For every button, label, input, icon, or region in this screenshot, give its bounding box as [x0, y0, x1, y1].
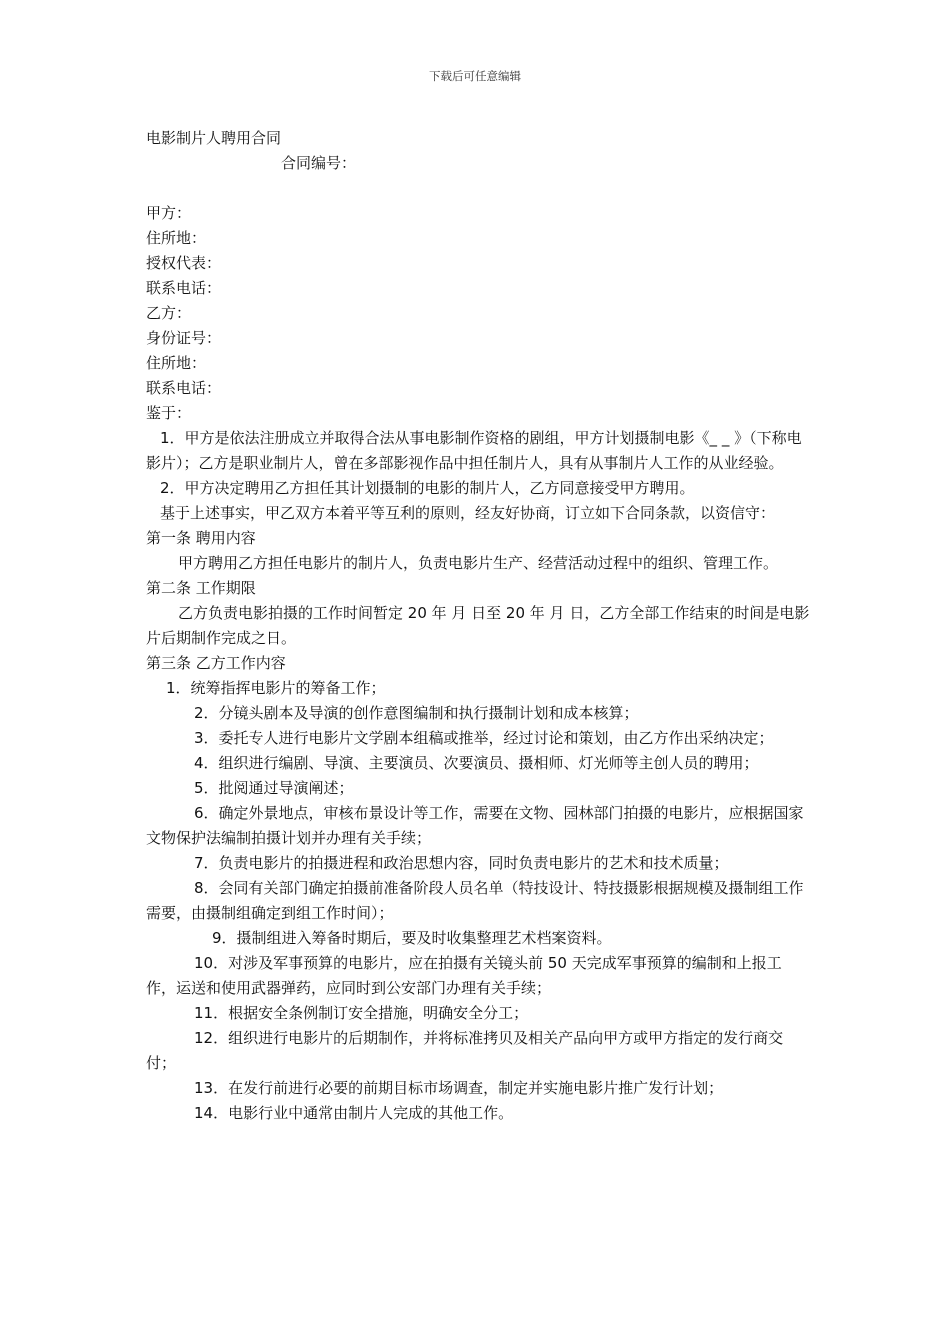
- article-2-title: 第二条 工作期限: [146, 579, 256, 597]
- duty-item-11: 11．根据安全条例制订安全措施，明确安全分工；: [194, 1004, 529, 1022]
- basis-paragraph: 基于上述事实，甲乙双方本着平等互利的原则，经友好协商，订立如下合同条款，以资信守：: [160, 504, 776, 522]
- party-a-phone-label: 联系电话：: [146, 279, 222, 297]
- party-b-phone-label: 联系电话：: [146, 379, 222, 397]
- document-body: [146, 126, 810, 1126]
- party-a-label: 甲方：: [146, 204, 192, 222]
- duty-item-14: 14．电影行业中通常由制片人完成的其他工作。: [194, 1104, 514, 1122]
- whereas-clause-1: 1．甲方是依法注册成立并取得合法从事电影制作资格的剧组，甲方计划摄制电影《_ _ 》（下称电影片）；乙方是职业制片人，曾在多部影视作品中担任制片人，具有从事制片人工作的从业经验。: [146, 429, 802, 472]
- duty-item-3: 3．委托专人进行电影片文学剧本组稿或推举，经过讨论和策划，由乙方作出采纳决定；: [194, 729, 774, 747]
- whereas-heading: 鉴于：: [146, 404, 192, 422]
- duty-item-9: 9．摄制组进入筹备时期后，要及时收集整理艺术档案资料。: [212, 929, 612, 947]
- article-1-body: 甲方聘用乙方担任电影片的制片人，负责电影片生产、经营活动过程中的组织、管理工作。: [178, 554, 779, 572]
- document-title: 电影制片人聘用合同: [146, 129, 282, 147]
- party-b-label: 乙方：: [146, 304, 192, 322]
- duty-item-4: 4．组织进行编剧、导演、主要演员、次要演员、摄相师、灯光师等主创人员的聘用；: [194, 754, 759, 772]
- article-1-title: 第一条 聘用内容: [146, 529, 256, 547]
- party-a-address-label: 住所地：: [146, 229, 207, 247]
- duty-item-1: 1．统筹指挥电影片的筹备工作；: [166, 679, 386, 697]
- authorized-rep-label: 授权代表：: [146, 254, 222, 272]
- duty-item-6: 6．确定外景地点，审核布景设计等工作，需要在文物、园林部门拍摄的电影片，应根据国家文物保护法编制拍摄计划并办理有关手续；: [146, 804, 804, 847]
- duty-item-8: 8．会同有关部门确定拍摄前准备阶段人员名单（特技设计、特技摄影根据规模及摄制组工作需要，由摄制组确定到组工作时间）；: [146, 879, 804, 922]
- contract-number-label: 合同编号：: [281, 154, 357, 172]
- header-note: 下载后可任意编辑: [429, 69, 521, 83]
- article-3-title: 第三条 乙方工作内容: [146, 654, 286, 672]
- whereas-clause-2: 2．甲方决定聘用乙方担任其计划摄制的电影的制片人，乙方同意接受甲方聘用。: [160, 479, 695, 497]
- party-b-address-label: 住所地：: [146, 354, 207, 372]
- duty-item-2: 2．分镜头剧本及导演的创作意图编制和执行摄制计划和成本核算；: [194, 704, 639, 722]
- duty-item-13: 13．在发行前进行必要的前期目标市场调查，制定并实施电影片推广发行计划；: [194, 1079, 724, 1097]
- duty-item-7: 7．负责电影片的拍摄进程和政治思想内容，同时负责电影片的艺术和技术质量；: [194, 854, 729, 872]
- duty-item-12: 12．组织进行电影片的后期制作，并将标准拷贝及相关产品向甲方或甲方指定的发行商交付；: [146, 1029, 784, 1072]
- party-b-id-label: 身份证号：: [146, 329, 222, 347]
- duty-item-5: 5．批阅通过导演阐述；: [194, 779, 354, 797]
- duty-item-10: 10．对涉及军事预算的电影片，应在拍摄有关镜头前 50 天完成军事预算的编制和上报工作，运送和使用武器弹药，应同时到公安部门办理有关手续；: [146, 954, 782, 997]
- article-2-body: 乙方负责电影拍摄的工作时间暂定 20 年 月 日至 20 年 月 日，乙方全部工作结束的时间是电影片后期制作完成之日。: [146, 604, 810, 647]
